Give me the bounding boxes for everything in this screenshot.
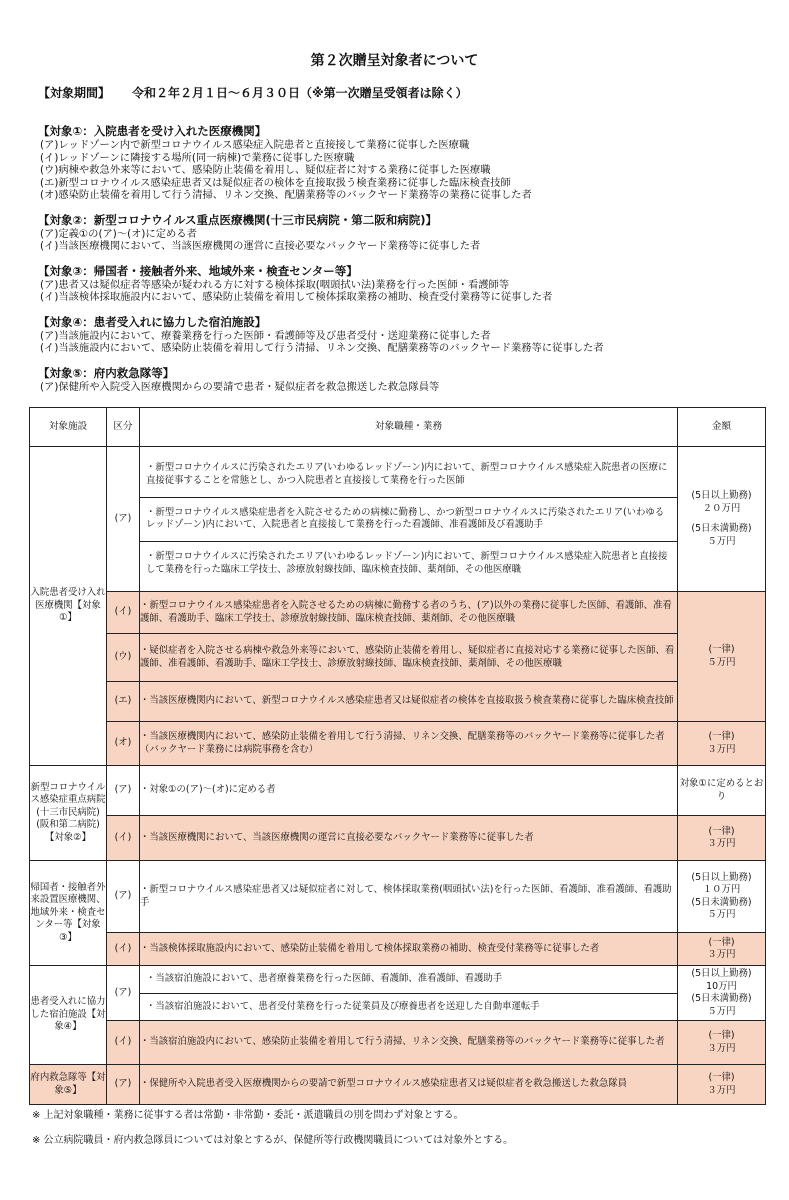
category-cell: (イ) (107, 816, 140, 861)
amount-cell (678, 966, 766, 1021)
period-label: 【対象期間】 (38, 86, 111, 100)
category-cell: (ア) (107, 1065, 140, 1105)
amount-value: 10万円 (706, 980, 737, 992)
amount-label: (一律) (708, 825, 735, 837)
amount-cell (678, 861, 766, 933)
amount-value: ３万円 (707, 949, 736, 960)
section-target-4 (38, 315, 758, 355)
table-row (30, 966, 766, 1021)
category-cell: (イ) (107, 1021, 140, 1065)
section-heading: 【対象③：帰国者・接触者外来、地域外来・検査センター等】 (38, 263, 358, 278)
duty-line: ・新型コロナウイルス感染症患者を入院させるための病棟に勤務し、かつ新型コロナウイルスに汚染されたエリア(いわゆるレッドゾーン)内において、入院患者と直接接して業務を行った看護師、准看護師及び看護助手 (140, 498, 677, 542)
amount-label: (5日未満勤務) (691, 523, 752, 534)
duty-cell: ・当該医療機関内において、新型コロナウイルス感染症患者又は疑似症者の検体を直接取扱う検査業務に従事した臨床検査技師 (140, 682, 678, 722)
category-cell: (ウ) (107, 634, 140, 682)
duty-cell: ・当該医療機関内において、感染防止装備を着用して行う清掃、リネン交換、配膳業務等のバックヤード業務等に従事した者（バックヤード業務には病院事務を含む） (140, 722, 678, 766)
section-item: (ア)保健所や入院受入医療機関からの要請で患者・疑似症者を救急搬送した救急隊員等 (40, 380, 440, 393)
section-item: (オ)感染防止装備を着用して行う清掃、リネン交換、配膳業務等のバックヤード業務等の業務に従事した者 (40, 189, 532, 201)
duty-cell: ・保健所や入院患者受入医療機関からの要請で新型コロナウイルス感染症患者又は疑似症者を救急搬送した救急隊員 (140, 1065, 678, 1105)
facility-target-2: 新型コロナウイルス感染症重点病院(十三市民病院)(阪和第二病院)【対象②】 (30, 766, 107, 861)
duty-cell: ・疑似症者を入院させる病棟や救急外来等において、感染防止装備を着用し、疑似症者に直接対応する業務に従事した医師、看護師、准看護師、看護助手、臨床工学技士、診療放射線技師、臨床検査技師、薬剤師、その他医療職 (140, 634, 678, 682)
amount-label: (一律) (708, 936, 735, 948)
page-title: 第２次贈呈対象者について (310, 53, 479, 69)
amount-cell (678, 1065, 766, 1105)
duty-cell: ・新型コロナウイルス感染症患者を入院させるための病棟に勤務する者のうち、(ア)以外の業務に従事した医師、看護師、准看護師、看護助手、臨床工学技士、診療放射線技師、臨床検査技師、薬剤師、その他医療職 (140, 592, 678, 634)
amount-label: (5日未満勤務) (691, 993, 752, 1004)
table-row (30, 634, 766, 682)
duty-line: ・新型コロナウイルスに汚染されたエリア(いわゆるレッドゾーン)内において、新型コロナウイルス感染症入院患者の医療に直接従事することを常態とし、かつ入院患者と直接接して業務を行った医師 (140, 453, 677, 498)
eligibility-table (29, 407, 766, 1105)
section-target-3 (38, 264, 758, 304)
amount-label: (5日以上勤務) (691, 871, 752, 883)
facility-target-3: 帰国者・接触者外来設置医療機関、地域外来・検査センター等【対象③】 (30, 861, 107, 966)
section-heading: 【対象①：入院患者を受け入れた医療機関】 (38, 124, 267, 138)
category-cell: (ア) (107, 766, 140, 816)
section-item: (エ)新型コロナウイルス感染症患者又は疑似症者の検体を直接取扱う検査業務に従事した臨床検査技師 (40, 176, 511, 189)
duty-line: ・当該宿泊施設において、患者受付業務を行った従業員及び療養患者を送迎した自動車運転手 (146, 1000, 540, 1012)
section-item: (ア)患者又は疑似症者等感染が疑われる方に対する検体採取(咽頭拭い法)業務を行った医師・看護師等 (40, 278, 510, 291)
section-heading: 【対象⑤：府内救急隊等】 (38, 365, 175, 380)
footnote: ※ 公立病院職員・府内救急隊員については対象とするが、保健所等行政機関職員については対象外とする。 (32, 1135, 514, 1146)
section-heading: 【対象④：患者受入れに協力した宿泊施設】 (38, 314, 267, 329)
amount-value: ５万円 (707, 909, 736, 920)
amount-cell (678, 447, 766, 592)
table-header-row (30, 408, 766, 447)
table-row (30, 816, 766, 861)
amount-label: (一律) (708, 1072, 735, 1083)
section-item: (イ)当該施設内において、感染防止装備を着用して行う清掃、リネン交換、配膳業務等のバックヤード業務等に従事した者 (40, 342, 604, 354)
facility-target-5: 府内救急隊等【対象⑤】 (30, 1065, 107, 1105)
target-sections (38, 124, 758, 404)
amount-label: (5日未満勤務) (691, 896, 752, 908)
duty-cell: ・当該宿泊施設内において、感染防止装備を着用して行う清掃、リネン交換、配膳業務等のバックヤード業務等に従事した者 (140, 1021, 678, 1065)
table-row (30, 933, 766, 966)
table-row (30, 722, 766, 766)
table-row (30, 1021, 766, 1065)
amount-value: １０万円 (702, 884, 741, 895)
amount-value: ３万円 (707, 838, 736, 849)
section-item: (イ)レッドゾーンに隣接する場所(同一病棟)で業務に従事した医療職 (40, 151, 355, 164)
facility-target-1: 入院患者受け入れ医療機関【対象①】 (30, 447, 107, 766)
amount-label: (一律) (708, 644, 735, 655)
table-row (30, 592, 766, 634)
category-cell: (イ) (107, 592, 140, 634)
duty-line: ・当該宿泊施設において、患者療養業務を行った医師、看護師、准看護師、看護助手 (140, 966, 677, 994)
amount-value: ３万円 (707, 1084, 736, 1096)
amount-value: ３万円 (707, 743, 736, 755)
section-item: (ア)定義①の(ア)～(オ)に定める者 (40, 227, 197, 240)
section-item: (イ)当該医療機関において、当該医療機関の運営に直接必要なバックヤード業務等に従事した者 (40, 240, 481, 252)
section-target-2 (38, 213, 758, 253)
footnote: ※ 上記対象職種・業務に従事する者は常勤・非常勤・委託・派遣職員の別を問わず対象とする。 (32, 1110, 464, 1121)
amount-label: (一律) (708, 731, 735, 742)
category-cell: (ア) (107, 447, 140, 592)
amount-value: ２０万円 (702, 502, 741, 514)
duty-cell: ・新型コロナウイルス感染症患者又は疑似症者に対して、検体採取業務(咽頭拭い法)を行った医師、看護師、准看護師、看護助手 (140, 861, 678, 933)
category-cell: (エ) (107, 682, 140, 722)
period-value: 令和２年２月１日～６月３０日（※第一次贈呈受領者は除く） (132, 86, 468, 100)
amount-value: ３万円 (707, 1042, 736, 1054)
table-row (30, 682, 766, 722)
duty-cell: ・対象①の(ア)～(オ)に定める者 (140, 766, 678, 816)
facility-target-4: 患者受入れに協力した宿泊施設【対象④】 (30, 966, 107, 1065)
section-item: (ア)当該施設内において、療養業務を行った医師・看護師等及び患者受付・送迎業務に従事した者 (40, 329, 491, 342)
table-row (30, 1065, 766, 1105)
section-target-1 (38, 124, 758, 202)
amount-cell (678, 933, 766, 966)
category-cell: (ア) (107, 966, 140, 1021)
target-period (38, 84, 468, 101)
amount-label: (5日以上勤務) (691, 968, 752, 979)
header-facility: 対象施設 (30, 408, 107, 447)
table-row (30, 861, 766, 933)
duty-cell (140, 447, 678, 592)
section-heading: 【対象②：新型コロナウイルス重点医療機関(十三市民病院・第二阪和病院)】 (38, 212, 438, 227)
duty-cell (140, 966, 678, 1021)
duty-cell: ・当該検体採取施設内において、感染防止装備を着用して検体採取業務の補助、検査受付業務等に従事した者 (140, 933, 678, 966)
amount-value: ５万円 (707, 1005, 736, 1017)
section-item: (ア)レッドゾーン内で新型コロナウイルス感染症入院患者と直接接して業務に従事した医療職 (40, 139, 470, 151)
amount-cell (678, 722, 766, 766)
header-duty: 対象職種・業務 (140, 408, 678, 447)
amount-cell: 対象①に定めるとおり (678, 766, 766, 816)
amount-label: (一律) (708, 1030, 735, 1041)
category-cell: (ア) (107, 861, 140, 933)
header-amount: 金額 (678, 408, 766, 447)
amount-cell (678, 592, 766, 722)
amount-cell (678, 816, 766, 861)
section-target-5 (38, 366, 758, 394)
amount-cell (678, 1021, 766, 1065)
amount-label: (5日以上勤務) (691, 490, 752, 501)
category-cell: (イ) (107, 933, 140, 966)
section-item: (ウ)病棟や救急外来等において、感染防止装備を着用し、疑似症者に対する業務に従事した医療職 (40, 164, 491, 176)
duty-cell: ・当該医療機関において、当該医療機関の運営に直接必要なバックヤード業務等に従事した者 (140, 816, 678, 861)
duty-line: ・新型コロナウイルスに汚染されたエリア(いわゆるレッドゾーン)内において、新型コロナウイルス感染症入院患者と直接接して業務を行った臨床工学技士、診療放射線技師、臨床検査技師、薬剤師、その他医療職 (146, 551, 668, 575)
amount-value: ５万円 (707, 656, 736, 668)
category-cell: (オ) (107, 722, 140, 766)
amount-value: ５万円 (707, 535, 736, 547)
table-row (30, 766, 766, 816)
section-item: (イ)当該検体採取施設内において、感染防止装備を着用して検体採取業務の補助、検査受付業務等に従事した者 (40, 291, 553, 303)
table-row (30, 447, 766, 592)
header-category: 区分 (107, 408, 140, 447)
